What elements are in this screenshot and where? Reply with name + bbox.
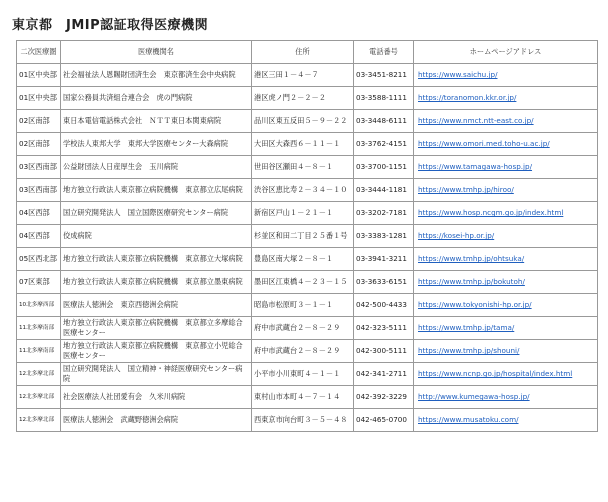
address-cell: 小平市小川東町４－１－１ (252, 363, 354, 386)
address-cell: 港区三田１－４－７ (252, 64, 354, 87)
tel-cell: 042-500-4433 (354, 294, 414, 317)
tel-cell: 042-465-0700 (354, 409, 414, 432)
tel-cell: 03-3633-6151 (354, 271, 414, 294)
table-row (17, 179, 598, 202)
tel-cell: 042-323-5111 (354, 317, 414, 340)
address-cell: 新宿区戸山１－２１－１ (252, 202, 354, 225)
address-cell: 港区虎ノ門２－２－２ (252, 87, 354, 110)
tel-cell: 03-3588-1111 (354, 87, 414, 110)
tel-cell: 03-3941-3211 (354, 248, 414, 271)
area-cell: 02区南部 (17, 110, 61, 133)
name-cell: 医療法人徳洲会 武蔵野徳洲会病院 (61, 409, 252, 432)
header-address: 住所 (252, 41, 354, 64)
url-link[interactable]: http://www.kumegawa-hosp.jp/ (414, 386, 598, 409)
table-row (17, 133, 598, 156)
area-cell: 05区西北部 (17, 248, 61, 271)
table-row (17, 87, 598, 110)
header-tel: 電話番号 (354, 41, 414, 64)
table-row (17, 294, 598, 317)
url-link[interactable]: https://www.nmct.ntt-east.co.jp/ (414, 110, 598, 133)
area-cell: 11北多摩南部 (17, 340, 61, 363)
url-link[interactable]: https://www.tamagawa-hosp.jp/ (414, 156, 598, 179)
area-cell: 04区西部 (17, 225, 61, 248)
url-link[interactable]: https://www.tmhp.jp/ohtsuka/ (414, 248, 598, 271)
table-row (17, 409, 598, 432)
table-row (17, 363, 598, 386)
table-row (17, 110, 598, 133)
url-link[interactable]: https://www.tmhp.jp/bokutoh/ (414, 271, 598, 294)
url-link[interactable]: https://www.hosp.ncgm.go.jp/index.html (414, 202, 598, 225)
address-cell: 品川区東五反田５－９－２２ (252, 110, 354, 133)
url-link[interactable]: https://www.tmhp.jp/hiroo/ (414, 179, 598, 202)
area-cell: 03区西南部 (17, 179, 61, 202)
area-cell: 04区西部 (17, 202, 61, 225)
table-row (17, 156, 598, 179)
url-link[interactable]: https://www.musatoku.com/ (414, 409, 598, 432)
url-link[interactable]: https://www.tmhp.jp/shouni/ (414, 340, 598, 363)
url-link[interactable]: https://www.omori.med.toho-u.ac.jp/ (414, 133, 598, 156)
table-row (17, 202, 598, 225)
name-cell: 地方独立行政法人東京都立病院機構 東京都立墨東病院 (61, 271, 252, 294)
url-link[interactable]: https://www.saichu.jp/ (414, 64, 598, 87)
name-cell: 東日本電信電話株式会社 ＮＴＴ東日本関東病院 (61, 110, 252, 133)
name-cell: 学校法人東邦大学 東邦大学医療センター大森病院 (61, 133, 252, 156)
address-cell: 杉並区和田二丁目２５番１号 (252, 225, 354, 248)
table-row (17, 64, 598, 87)
tel-cell: 042-392-3229 (354, 386, 414, 409)
tel-cell: 03-3448-6111 (354, 110, 414, 133)
table-row (17, 248, 598, 271)
tel-cell: 042-300-5111 (354, 340, 414, 363)
address-cell: 府中市武蔵台２－８－２９ (252, 340, 354, 363)
area-cell: 07区東部 (17, 271, 61, 294)
area-cell: 12北多摩北部 (17, 363, 61, 386)
area-cell: 12北多摩北部 (17, 386, 61, 409)
table-row (17, 340, 598, 363)
area-cell: 03区西南部 (17, 156, 61, 179)
area-cell: 10北多摩西部 (17, 294, 61, 317)
table-row (17, 317, 598, 340)
header-url: ホームページアドレス (414, 41, 598, 64)
name-cell: 社会医療法人社団愛有会 久米川病院 (61, 386, 252, 409)
name-cell: 地方独立行政法人東京都立病院機構 東京都立小児総合医療センター (61, 340, 252, 363)
header-area: 二次医療圏 (17, 41, 61, 64)
name-cell: 国家公務員共済組合連合会 虎の門病院 (61, 87, 252, 110)
area-cell: 01区中央部 (17, 87, 61, 110)
table-row (17, 386, 598, 409)
tel-cell: 03-3444-1181 (354, 179, 414, 202)
name-cell: 地方独立行政法人東京都立病院機構 東京都立大塚病院 (61, 248, 252, 271)
table-row (17, 271, 598, 294)
address-cell: 昭島市松原町３－１－１ (252, 294, 354, 317)
url-link[interactable]: https://www.ncnp.go.jp/hospital/index.html (414, 363, 598, 386)
address-cell: 世田谷区瀬田４－８－１ (252, 156, 354, 179)
address-cell: 東村山市本町４－７－１４ (252, 386, 354, 409)
tel-cell: 03-3700-1151 (354, 156, 414, 179)
area-cell: 11北多摩南部 (17, 317, 61, 340)
name-cell: 国立研究開発法人 国立国際医療研究センター病院 (61, 202, 252, 225)
address-cell: 渋谷区恵比寿２－３４－１０ (252, 179, 354, 202)
tel-cell: 03-3383-1281 (354, 225, 414, 248)
hospital-table (16, 40, 598, 432)
url-link[interactable]: https://www.tokyonishi-hp.or.jp/ (414, 294, 598, 317)
url-link[interactable]: https://www.tmhp.jp/tama/ (414, 317, 598, 340)
url-link[interactable]: https://toranomon.kkr.or.jp/ (414, 87, 598, 110)
tel-cell: 03-3202-7181 (354, 202, 414, 225)
tel-cell: 042-341-2711 (354, 363, 414, 386)
name-cell: 佼成病院 (61, 225, 252, 248)
name-cell: 国立研究開発法人 国立精神・神経医療研究センター病院 (61, 363, 252, 386)
area-cell: 01区中央部 (17, 64, 61, 87)
header-name: 医療機関名 (61, 41, 252, 64)
name-cell: 地方独立行政法人東京都立病院機構 東京都立広尾病院 (61, 179, 252, 202)
name-cell: 社会福祉法人恩賜財団済生会 東京都済生会中央病院 (61, 64, 252, 87)
address-cell: 豊島区南大塚２－８－１ (252, 248, 354, 271)
table-header-row (17, 41, 598, 64)
tel-cell: 03-3451-8211 (354, 64, 414, 87)
table-row (17, 225, 598, 248)
address-cell: 府中市武蔵台２－８－２９ (252, 317, 354, 340)
name-cell: 医療法人徳洲会 東京西徳洲会病院 (61, 294, 252, 317)
area-cell: 02区南部 (17, 133, 61, 156)
address-cell: 大田区大森西６－１１－１ (252, 133, 354, 156)
area-cell: 12北多摩北部 (17, 409, 61, 432)
url-link[interactable]: https://kosei-hp.or.jp/ (414, 225, 598, 248)
address-cell: 墨田区江東橋４－２３－１５ (252, 271, 354, 294)
address-cell: 西東京市向台町３－５－４８ (252, 409, 354, 432)
tel-cell: 03-3762-4151 (354, 133, 414, 156)
name-cell: 公益財団法人日産厚生会 玉川病院 (61, 156, 252, 179)
page-title: 東京都 JMIP認証取得医療機関 (12, 18, 209, 33)
name-cell: 地方独立行政法人東京都立病院機構 東京都立多摩総合医療センター (61, 317, 252, 340)
